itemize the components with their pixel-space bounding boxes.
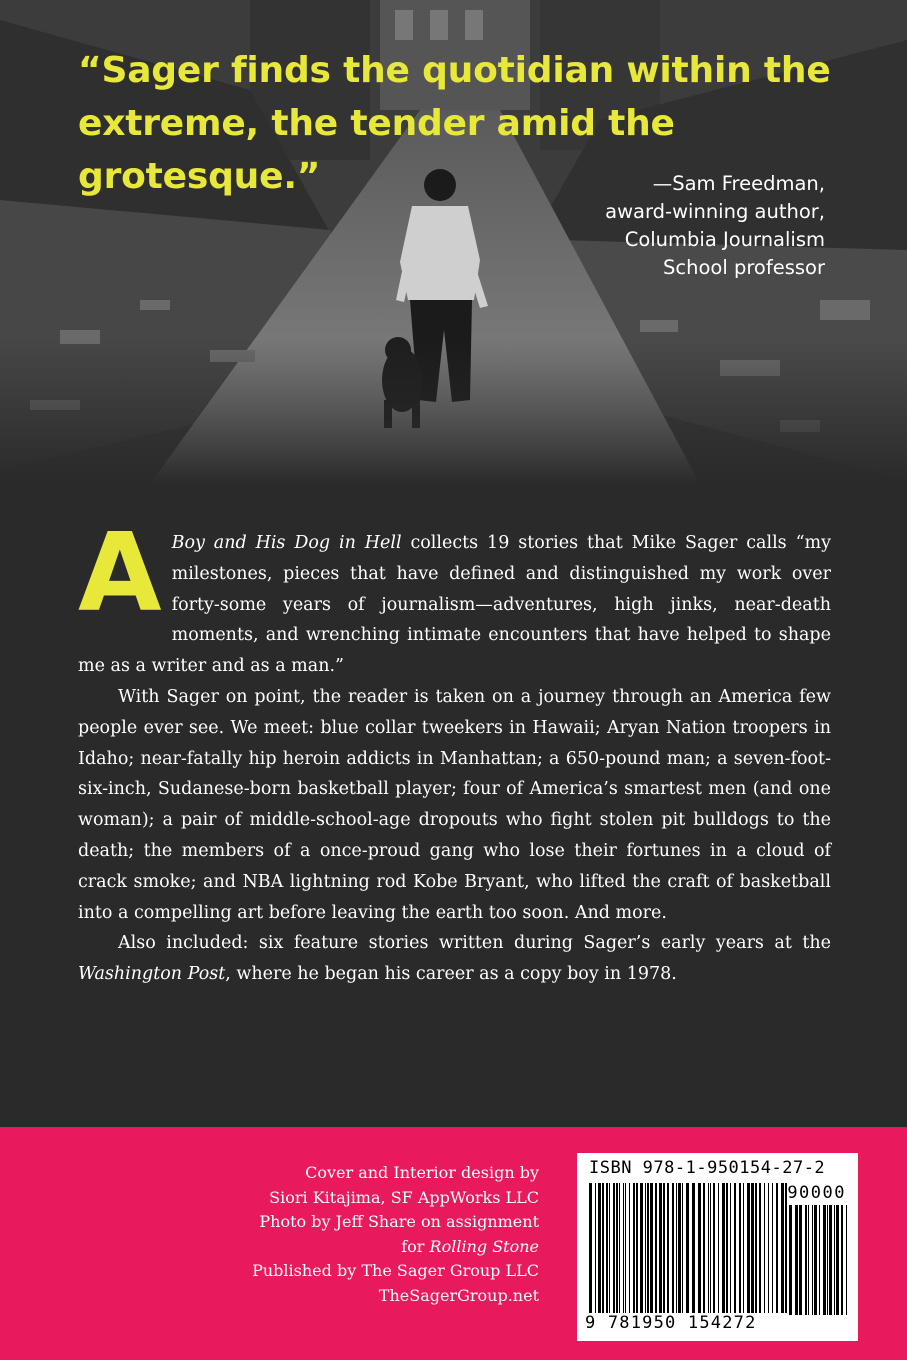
barcode-bar [682,1183,683,1313]
barcode-bar [636,1183,638,1313]
barcode-bar [751,1183,754,1313]
description-text: , where he began his career as a copy boy in 1978. [225,964,677,985]
barcode-bar [730,1183,731,1313]
barcode-bar [708,1183,709,1313]
description-text: collects 19 stories that Mike Sager calls “my milestones, pieces that have defined and distinguished my work over forty-some years of journalism—adventures, high jinks, near-death moments, and wrenching intimate encounters that have helped to shape me as a writer and as a man.” [78,533,831,677]
barcode-bar [785,1183,787,1313]
credit-line: Cover and Interior design by [305,1163,539,1182]
barcode-bar [812,1205,813,1315]
barcode-bar [598,1183,601,1313]
barcode-bars [589,1183,789,1313]
barcode-bar [768,1183,769,1313]
barcode-bar [805,1205,807,1315]
barcode-bar [755,1183,757,1313]
description-paragraph-3 [78,928,831,990]
description-paragraph-1 [78,511,831,682]
isbn-barcode [577,1153,858,1341]
barcode-bar [823,1205,826,1315]
barcode-bar [814,1205,817,1315]
barcode-bar [789,1205,792,1315]
barcode-bar [718,1183,719,1313]
barcode-bar [667,1183,669,1313]
barcode-bar [836,1205,839,1315]
barcode-bar [713,1183,715,1313]
credits-block [209,1161,539,1308]
barcode-bar [710,1183,711,1313]
barcode-bar [613,1183,615,1313]
barcode-bar [645,1183,646,1313]
barcode-bar [799,1205,802,1315]
attribution-line: School professor [663,256,825,279]
publisher-website: TheSagerGroup.net [378,1285,539,1305]
credit-prefix: for [401,1236,430,1256]
barcode-bar [650,1183,653,1313]
barcode-bar [647,1183,649,1313]
barcode-number: 9 781950 154272 [585,1313,757,1333]
barcode-bar [606,1183,608,1313]
barcode-bar [819,1205,820,1315]
magazine-name: Rolling Stone [429,1236,539,1256]
credit-line: Published by The Sager Group LLC [252,1261,539,1280]
barcode-bar [623,1183,624,1313]
barcode-bar [846,1205,847,1315]
barcode-bar [609,1183,610,1313]
cover-photo [0,0,907,484]
credit-line [209,1235,539,1260]
barcode-bar [772,1183,773,1313]
barcode-bar [698,1183,701,1313]
barcode-bar [676,1183,677,1313]
barcode-bar [795,1205,798,1315]
review-quote: “Sager finds the quotidian within the extreme, the tender amid the grotesque.” [78,50,831,197]
barcode-bar [655,1183,657,1313]
barcode-bar [625,1183,626,1313]
barcode-bar [663,1183,665,1313]
barcode-bar [808,1205,809,1315]
barcode-bar [781,1183,784,1313]
drop-cap-letter: A [78,511,162,636]
description-paragraph-2: With Sager on point, the reader is taken on a journey through an America few people ever see. We meet: blue collar tweekers in Hawaii; Aryan Nation troopers in Idaho; near-fatally hip heroin addicts in Manhattan; a 650-pound man; a seven-foot-six-inch, Sudanese-born basketball player; four of America’s smartest men (and one woman); a pair of middle-school-age dropouts who fight stolen pit bulldogs to the death; the members of a once-proud gang who lose their fortunes in a cloud of crack smoke; and NBA lightning rod Kobe Bryant, who lifted the craft of basketball into a compelling art before leaving the earth too soon. And more. [78,686,831,923]
credits-footer [0,1127,907,1360]
barcode-bar [722,1183,725,1313]
barcode-bar [703,1183,705,1313]
quote-attribution [495,170,825,282]
barcode-bar [827,1205,828,1315]
barcode-bar [841,1205,843,1315]
barcode-bar [776,1183,778,1313]
barcode-bar [633,1183,635,1313]
isbn-label: ISBN 978-1-950154-27-2 [589,1158,826,1178]
attribution-line: —Sam Freedman, [652,172,825,195]
credit-line: Siori Kitajima, SF AppWorks LLC [269,1187,539,1207]
barcode-bar [743,1183,744,1313]
barcode-bar [640,1183,643,1313]
barcode-bar [629,1183,630,1313]
barcode-bar [602,1183,604,1313]
attribution-line: Columbia Journalism [624,228,825,251]
addon-barcode-bars [789,1205,849,1315]
book-title-italic: Boy and His Dog in Hell [171,533,402,553]
barcode-bar [834,1205,835,1315]
barcode-bar [672,1183,674,1313]
barcode-bar [659,1183,662,1313]
barcode-bar [616,1183,618,1313]
barcode-bar [692,1183,695,1313]
barcode-bar [726,1183,728,1313]
description-text: Also included: six feature stories written during Sager’s early years at the [118,933,831,954]
price-code: 90000 [787,1183,846,1203]
barcode-bar [589,1183,592,1313]
barcode-bar [686,1183,689,1313]
book-description [78,511,831,990]
barcode-bar [734,1183,736,1313]
barcode-bar [747,1183,750,1313]
attribution-line: award-winning author, [605,200,825,223]
barcode-bar [759,1183,761,1313]
barcode-bar [678,1183,681,1313]
barcode-bar [619,1183,620,1313]
credit-line: Photo by Jeff Share on assignment [259,1212,539,1231]
barcode-bar [764,1183,765,1313]
barcode-bar [595,1183,596,1313]
barcode-bar [739,1183,741,1313]
publication-name: Washington Post [78,964,226,985]
barcode-bar [829,1205,832,1315]
